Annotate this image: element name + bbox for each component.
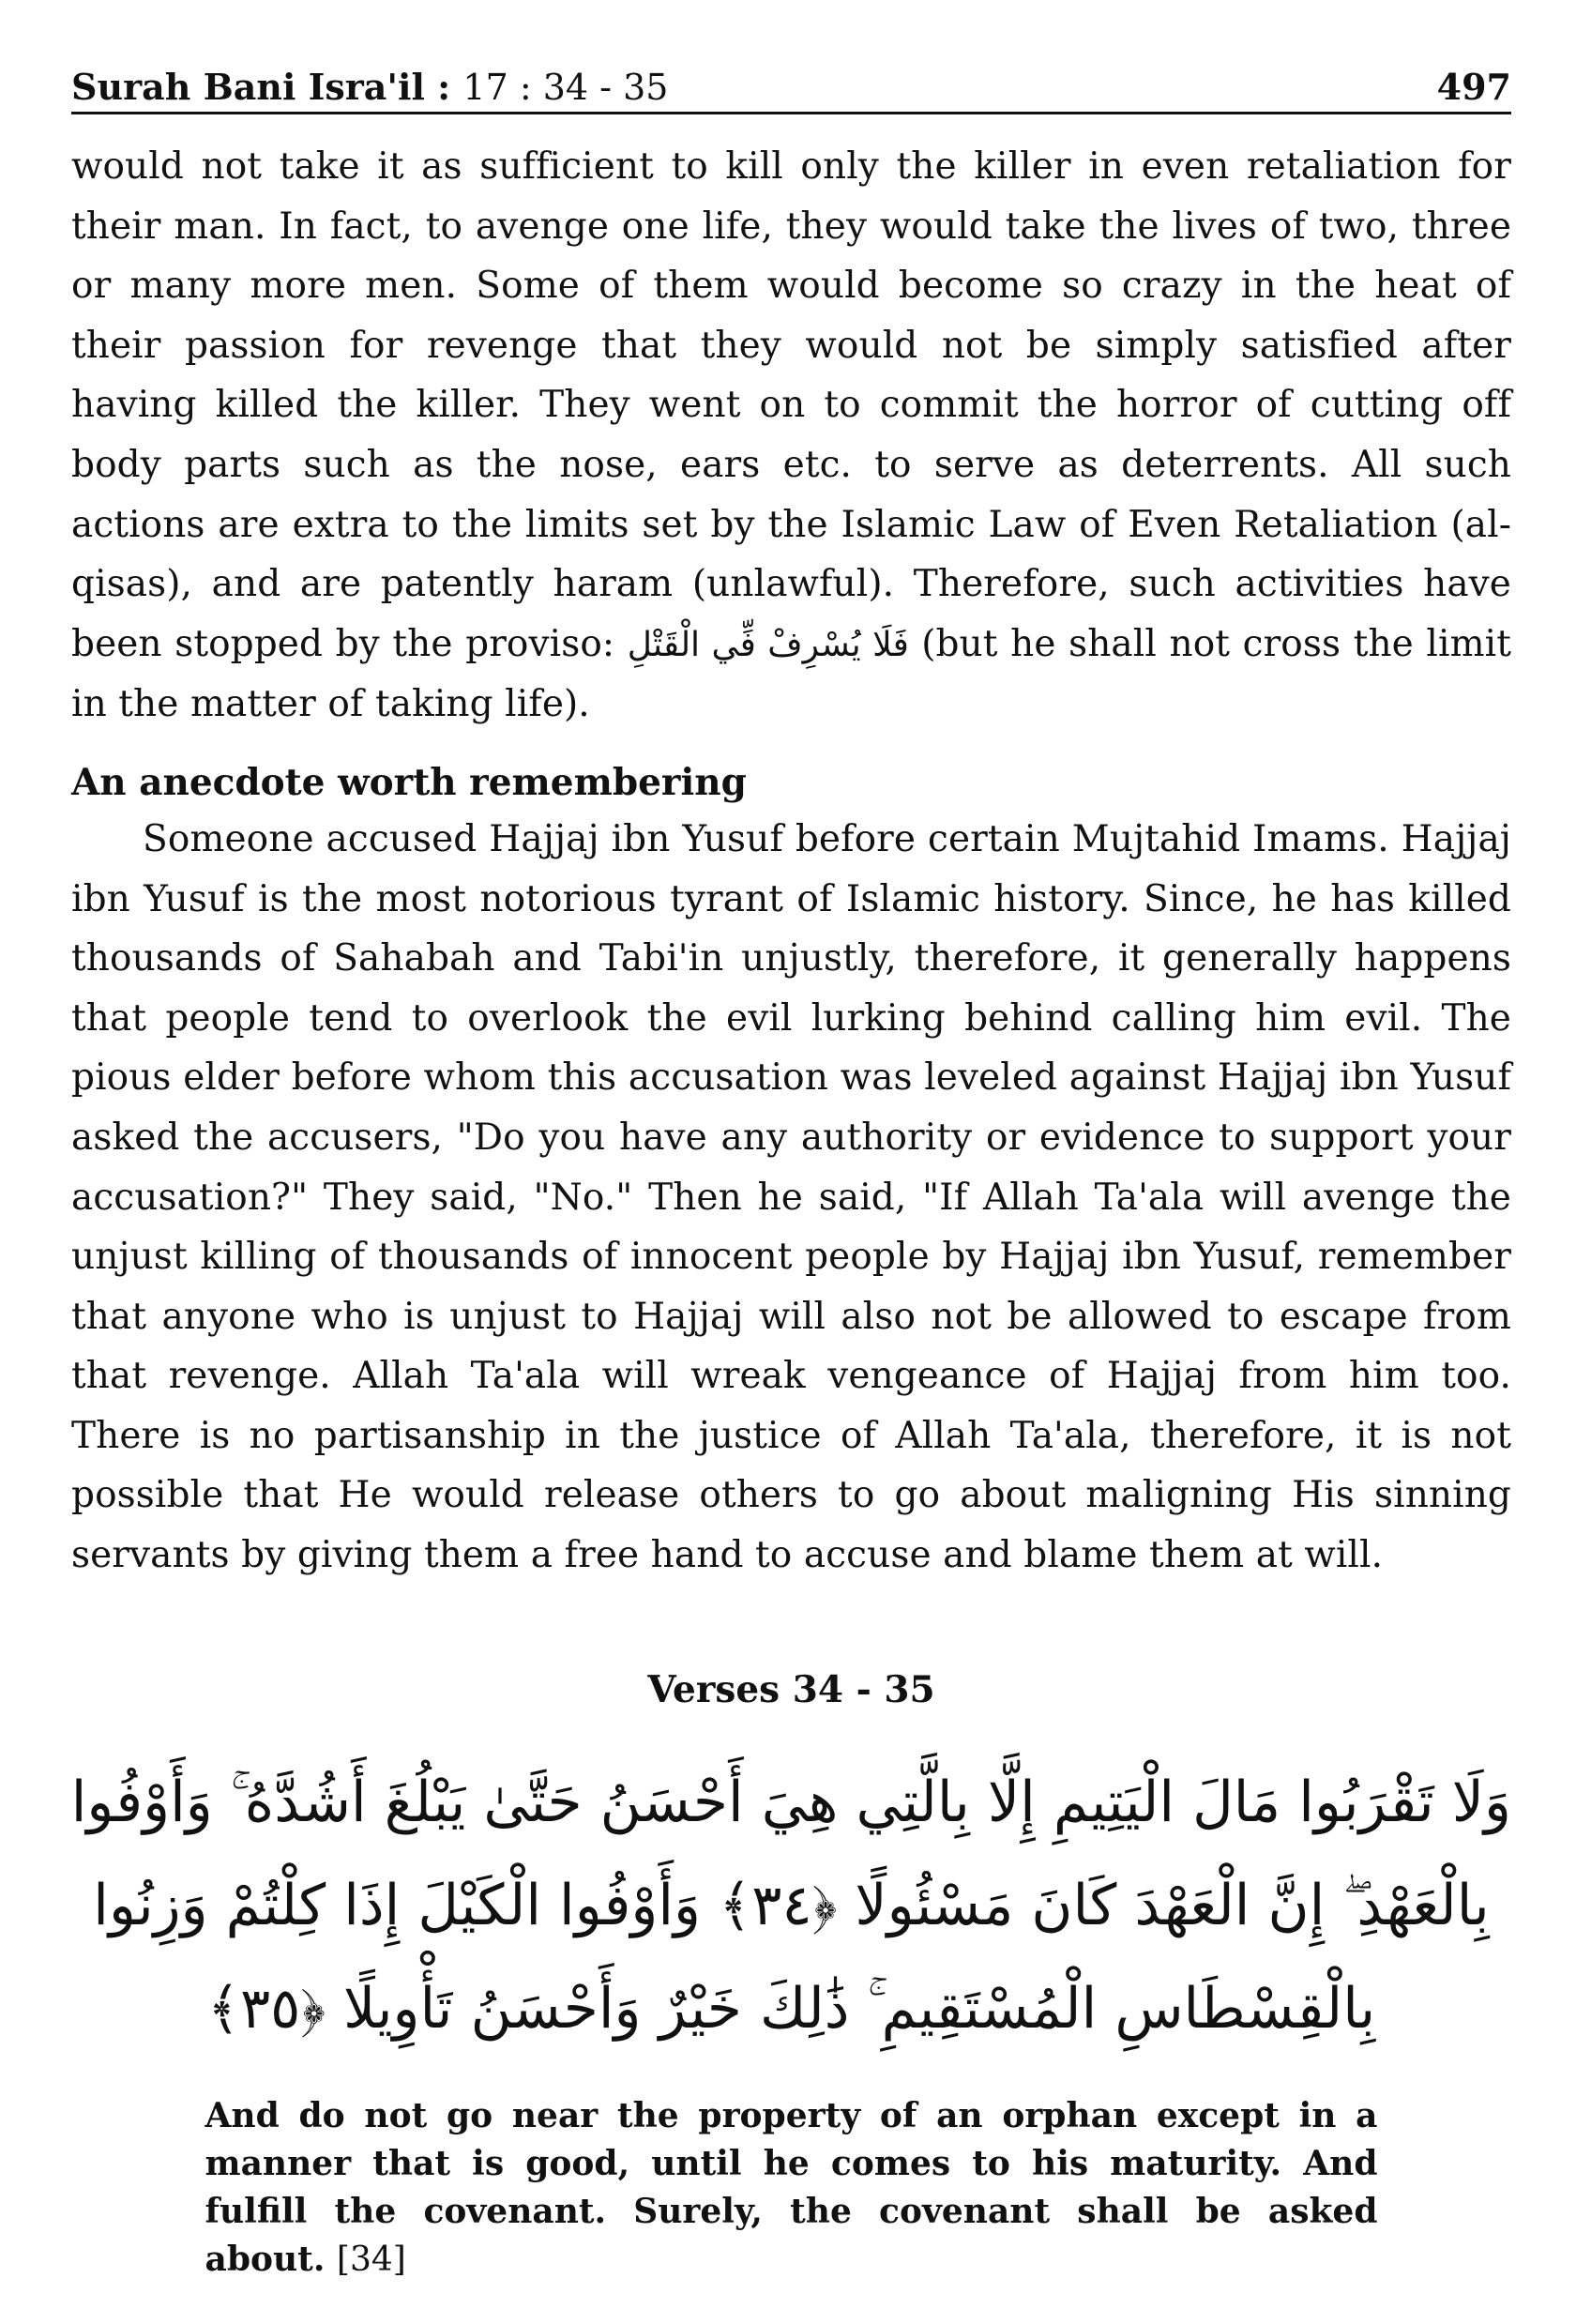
book-page [71, 47, 1511, 2284]
surah-title: Surah Bani Isra'il : [71, 66, 451, 108]
header-left [71, 66, 669, 108]
verse-reference: 17 : 34 - 35 [462, 67, 669, 108]
translation-verse-number: [34] [336, 2240, 406, 2279]
paragraph-retaliation [71, 137, 1511, 735]
anecdote-heading: An anecdote worth remembering [71, 760, 747, 804]
arabic-verse-line: وَلَا تَقْرَبُوا مَالَ الْيَتِيمِ إِلَّا بِالَّتِي هِيَ أَحْسَنُ حَتَّىٰ يَبْلُغَ أَشُدَّهُ ۚ وَأَوْفُوا [70, 1769, 1511, 1835]
running-header [71, 47, 1511, 114]
arabic-verse-line: بِالْعَهْدِ ۖ إِنَّ الْعَهْدَ كَانَ مَسْئُولًا ﴿٣٤﴾ وَأَوْفُوا الْكَيْلَ إِذَا كِلْتُمْ وَزِنُوا [93, 1872, 1490, 1938]
arabic-verse-line: بِالْقِسْطَاسِ الْمُسْتَقِيمِ ۚ ذَٰلِكَ خَيْرٌ وَأَحْسَنُ تَأْوِيلًا ﴿٣٥﴾ [206, 1975, 1376, 2042]
verses-heading: Verses 34 - 35 [647, 1667, 935, 1711]
paragraph-retaliation-text: would not take it as sufficient to kill only the killer in even retaliation for their man. In fact, to avenge one life, they would take the lives of two, three or many more men. Some of them would become so crazy in the heat of their passion for revenge that they would not be simply satisfied after having killed the killer. They went on to commit the horror of cutting off body parts such as the nose, ears etc. to serve as deterrents. All such actions are extra to the limits set by the Islamic Law of Even Retaliation (al-qisas), and are patently haram (unlawful). Therefore, such activities have been stopped by the proviso: [71, 145, 1511, 665]
paragraph-anecdote: Someone accused Hajjaj ibn Yusuf before certain Mujtahid Imams. Hajjaj ibn Yusuf is the most notorious tyrant of Islamic history. Since, he has killed thousands of Sahabah and Tabi'in unjustly, therefore, it generally happens that people tend to overlook the evil lurking behind calling him evil. The pious elder before whom this accusation was leveled against Hajjaj ibn Yusuf asked the accusers, "Do you have any authority or evidence to support your accusation?" They said, "No." Then he said, "If Allah Ta'ala will avenge the unjust killing of thousands of innocent people by Hajjaj ibn Yusuf, remember that anyone who is unjust to Hajjaj will also not be allowed to escape from that revenge. Allah Ta'ala will wreak vengeance of Hajjaj from him too. There is no partisanship in the justice of Allah Ta'ala, therefore, it is not possible that He would release others to go about maligning His sinning servants by giving them a free hand to accuse and blame them at will. [71, 817, 1511, 1577]
translation-text: And do not go near the property of an orphan except in a manner that is good, until he comes to his maturity. And fulfill the covenant. Surely, the covenant shall be asked about. [205, 2095, 1378, 2279]
arabic-proviso: فَلَا يُسْرِفْ فِّي الْقَتْلِ [627, 625, 909, 664]
page-number: 497 [1436, 66, 1511, 108]
proviso-translation: (but he shall not cross the limit in the matter of taking life). [71, 622, 1511, 726]
verse-translation [205, 2092, 1378, 2284]
arabic-verses [71, 1751, 1511, 2060]
body-text [71, 137, 1511, 2284]
